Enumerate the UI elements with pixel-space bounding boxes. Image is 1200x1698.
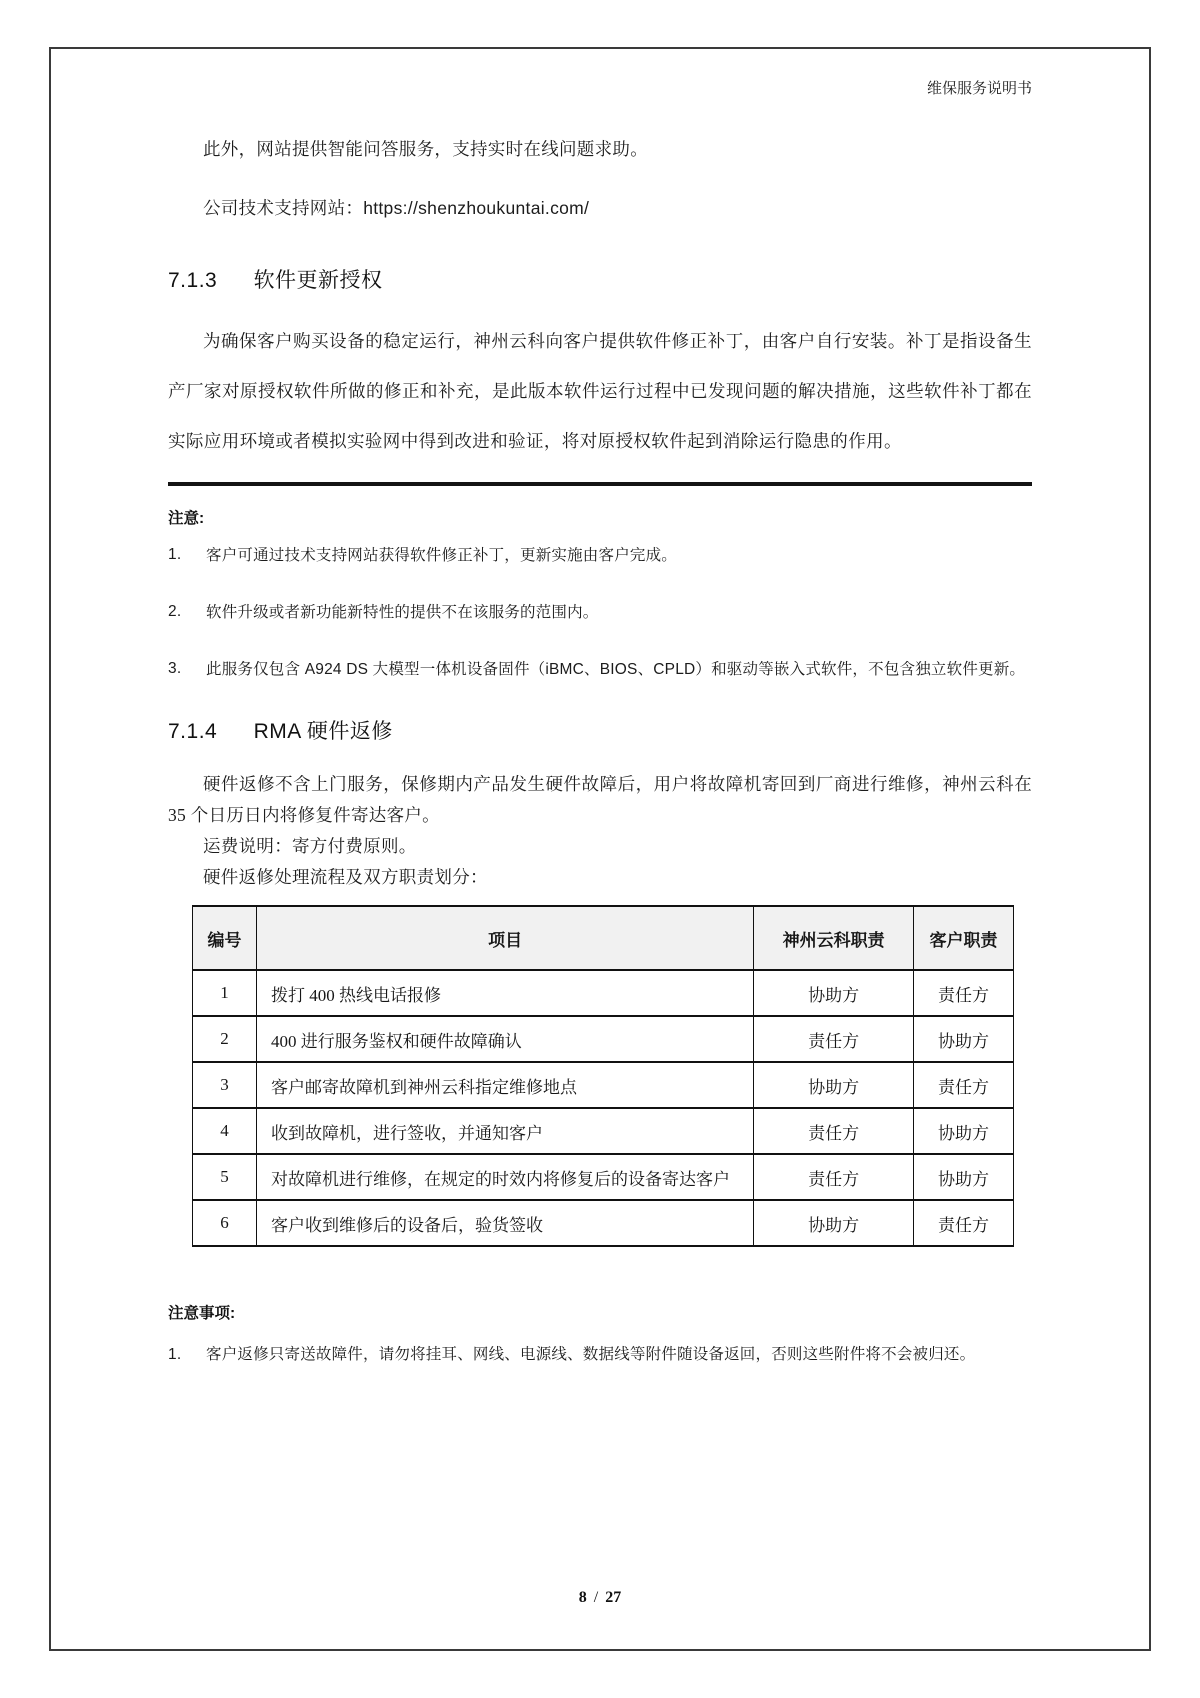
footer-current-page: 8 <box>578 1589 587 1606</box>
cell-vendor-duty: 责任方 <box>754 1154 914 1200</box>
software-note-list <box>168 544 1032 692</box>
table-row <box>193 1200 1014 1246</box>
section-title: RMA 硬件返修 <box>253 720 393 743</box>
table-row <box>193 970 1014 1016</box>
rma-table-header <box>193 906 1014 970</box>
cell-vendor-duty: 协助方 <box>754 1200 914 1246</box>
cell-item: 对故障机进行维修，在规定的时效内将修复后的设备寄达客户 <box>256 1154 753 1200</box>
note-item <box>168 601 1032 635</box>
note-item-text: 此服务仅包含 A924 DS 大模型一体机设备固件（iBMC、BIOS、CPLD）和驱动等嵌入式软件，不包含独立软件更新。 <box>206 661 1026 678</box>
cell-customer-duty: 协助方 <box>914 1108 1014 1154</box>
cell-customer-duty: 责任方 <box>914 1062 1014 1108</box>
col-header-item: 项目 <box>256 906 753 970</box>
cell-number: 4 <box>193 1108 257 1154</box>
cell-number: 1 <box>193 970 257 1016</box>
intro-paragraph-2: 公司技术支持网站：https://shenzhoukuntai.com/ <box>203 198 590 218</box>
page-footer <box>51 1589 1149 1607</box>
table-row <box>193 1108 1014 1154</box>
note-item <box>168 658 1032 692</box>
rma-table-body <box>193 970 1014 1246</box>
software-update-body: 为确保客户购买设备的稳定运行，神州云科向客户提供软件修正补丁，由客户自行安装。补丁是指设备生产厂家对原授权软件所做的修正和补充，是此版本软件运行过程中已发现问题的解决措施，这些软件补丁都在实际应用环境或者模拟实验网中得到改进和验证，将对原授权软件起到消除运行隐患的作用。 <box>168 331 1032 451</box>
notice-item <box>168 1343 1032 1378</box>
cell-item: 客户邮寄故障机到神州云科指定维修地点 <box>256 1062 753 1108</box>
section-title: 软件更新授权 <box>253 269 383 292</box>
cell-item: 收到故障机，进行签收，并通知客户 <box>256 1108 753 1154</box>
notice-item-text: 客户返修只寄送故障件，请勿将挂耳、网线、电源线、数据线等附件随设备返回，否则这些附件将不会被归还。 <box>206 1346 976 1363</box>
section-heading-software-update <box>168 264 1032 294</box>
table-row <box>193 1016 1014 1062</box>
table-row <box>193 1154 1014 1200</box>
notice-item-number: 1. <box>168 1346 182 1363</box>
note-item-number: 1. <box>168 546 182 563</box>
header-doc-title: 维保服务说明书 <box>926 81 1032 97</box>
rma-notice-list <box>168 1343 1032 1378</box>
note-divider-rule <box>168 482 1032 486</box>
cell-item: 客户收到维修后的设备后，验货签收 <box>256 1200 753 1246</box>
cell-vendor-duty: 责任方 <box>754 1016 914 1062</box>
rma-paragraph-2: 运费说明：寄方付费原则。 <box>203 836 417 856</box>
cell-vendor-duty: 协助方 <box>754 1062 914 1108</box>
cell-number: 3 <box>193 1062 257 1108</box>
cell-customer-duty: 协助方 <box>914 1016 1014 1062</box>
col-header-customer-duty: 客户职责 <box>914 906 1014 970</box>
cell-item: 拨打 400 热线电话报修 <box>256 970 753 1016</box>
cell-vendor-duty: 协助方 <box>754 970 914 1016</box>
note-item-text: 客户可通过技术支持网站获得软件修正补丁，更新实施由客户完成。 <box>206 547 678 564</box>
cell-number: 5 <box>193 1154 257 1200</box>
table-row <box>193 1062 1014 1108</box>
cell-customer-duty: 责任方 <box>914 1200 1014 1246</box>
note-label: 注意: <box>168 510 205 527</box>
footer-separator: / <box>593 1589 599 1606</box>
section-heading-rma <box>168 715 1032 745</box>
col-header-vendor-duty: 神州云科职责 <box>754 906 914 970</box>
rma-process-table <box>192 905 1014 1247</box>
rma-paragraph-1: 硬件返修不含上门服务，保修期内产品发生硬件故障后，用户将故障机寄回到厂商进行维修，神州云科在 35 个日历日内将修复件寄达客户。 <box>168 774 1032 825</box>
cell-number: 2 <box>193 1016 257 1062</box>
cell-number: 6 <box>193 1200 257 1246</box>
cell-vendor-duty: 责任方 <box>754 1108 914 1154</box>
section-number: 7.1.3 <box>168 269 218 292</box>
note-item-number: 3. <box>168 660 182 677</box>
note-item <box>168 544 1032 578</box>
table-header-row <box>193 906 1014 970</box>
note-item-text: 软件升级或者新功能新特性的提供不在该服务的范围内。 <box>206 604 599 621</box>
note-item-number: 2. <box>168 603 182 620</box>
page-border-frame <box>49 47 1151 1651</box>
col-header-number: 编号 <box>193 906 257 970</box>
cell-customer-duty: 协助方 <box>914 1154 1014 1200</box>
footer-total-pages: 27 <box>605 1589 622 1606</box>
cell-customer-duty: 责任方 <box>914 970 1014 1016</box>
notice-label: 注意事项: <box>168 1305 236 1322</box>
cell-item: 400 进行服务鉴权和硬件故障确认 <box>256 1016 753 1062</box>
section-number: 7.1.4 <box>168 720 218 743</box>
page-header <box>168 77 1032 98</box>
rma-paragraph-3: 硬件返修处理流程及双方职责划分： <box>203 867 488 887</box>
intro-paragraph-1: 此外，网站提供智能问答服务，支持实时在线问题求助。 <box>203 139 648 159</box>
